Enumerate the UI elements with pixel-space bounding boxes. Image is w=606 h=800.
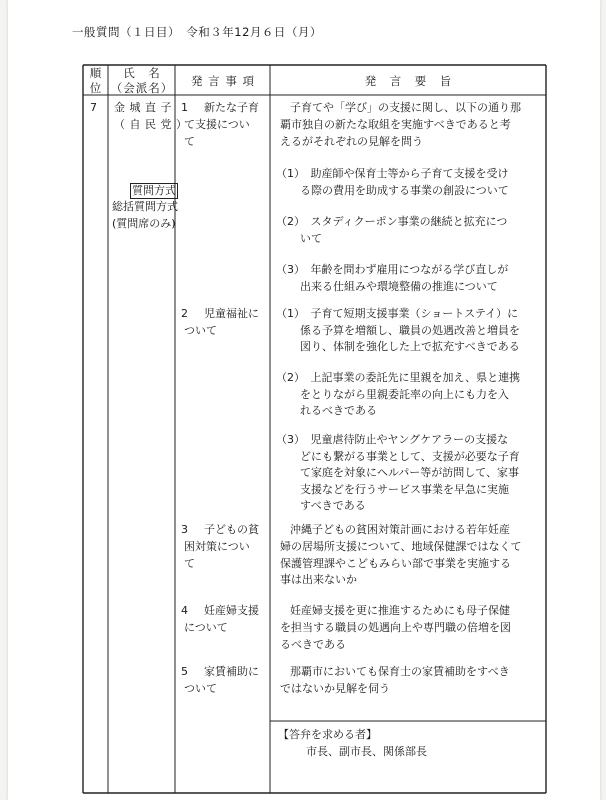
topic-3-text-rest: 婦の居場所支援について、地域保健課ではなくて 保護管理課やこどもみらい部で事業を実施する 事は出来ないか xyxy=(280,540,522,586)
col-header-items: 発 言 事 項 xyxy=(191,74,255,88)
topic-3-text-l1: 沖縄子どもの貧困対策計画における若年妊産 xyxy=(290,523,510,536)
topic-5-text-l1: 那覇市においても保育士の家賃補助をすべき xyxy=(290,665,510,678)
topic-1-sub-3: （3） 年齢を問わず雇用につながる学び直しが 出来る仕組みや環境整備の推進について xyxy=(276,263,509,293)
topic-4-text-l1: 妊産婦支援を更に推進するためにも母子保健 xyxy=(290,604,510,617)
topic-3-title: 子どもの貧 xyxy=(204,523,259,536)
topic-1-title: 新たな子育 xyxy=(204,101,259,114)
topic-1-intro-l1: 子育てや「学び」の支援に関し、以下の通り那 xyxy=(290,101,521,114)
topic-5-text-rest: ではないか見解を伺う xyxy=(280,682,390,695)
topic-1-sub-1: （1） 助産師や保育士等から子育て支援を受け る際の費用を助成する事業の創設について xyxy=(276,167,509,197)
topic-1-intro-rest: 覇市独自の新たな取組を実施すべきであると考 えるがそれぞれの見解を問う xyxy=(280,118,511,148)
member-party: （ 自 民 党 ） xyxy=(114,118,188,131)
member-name: 金 城 直 子 xyxy=(114,101,172,114)
method-value: 総括質問方式 xyxy=(112,200,178,213)
topic-1-num: 1 xyxy=(181,101,188,114)
topic-4-text-rest: を担当する職員の処遇向上や専門職の倍増を図 るべきである xyxy=(280,621,511,651)
seat-note: (質問席のみ) xyxy=(112,217,176,230)
topic-4-num: 4 xyxy=(181,604,188,617)
col-header-name: 氏 名 （会派名） xyxy=(110,66,174,95)
topic-2-sub-2: （2） 上記事業の委託先に里親を加え、県と連携 をとりながら里親委託率の向上にも力を入 れるべきである xyxy=(276,371,521,417)
col-header-order: 順 位 xyxy=(89,66,103,95)
topic-3-num: 3 xyxy=(181,523,188,536)
answerers-title: 【答弁を求める者】 xyxy=(278,728,377,741)
order-number: 7 xyxy=(90,101,97,114)
topic-4-title: 妊産婦支援 xyxy=(204,604,259,617)
topic-2-num: 2 xyxy=(181,307,188,320)
topic-5-title: 家賃補助に xyxy=(204,665,259,678)
session-header: 一般質問（１日目） 令和３年12月６日（月） xyxy=(72,25,322,39)
topic-5-num: 5 xyxy=(181,665,188,678)
topic-5-title-cont: ついて xyxy=(184,682,217,695)
col-header-gist: 発 言 要 旨 xyxy=(364,74,453,88)
topic-4-title-cont: について xyxy=(184,621,228,634)
topic-2-sub-3: （3） 児童虐待防止やヤングケアラーの支援な どにも繋がる事業として、支援が必要な子育 て家庭を対象にヘルパー等が訪問して、家事 支援などを行うサービス事業を早急に実施 すべきである xyxy=(276,433,520,512)
topic-1-sub-2: （2） スタディクーポン事業の継続と拡充につ いて xyxy=(276,215,508,245)
topic-1-title-cont: て支援につい て xyxy=(184,118,250,148)
topic-2-sub-1: （1） 子育て短期支援事業（ショートステイ）に 係る予算を増額し、職員の処遇改善と増員を 図り、体制を強化した上で拡充すべきである xyxy=(276,307,520,353)
topic-3-title-cont: 困対策につい て xyxy=(184,540,250,570)
topic-2-title-cont: ついて xyxy=(184,324,217,337)
topic-2-title: 児童福祉に xyxy=(204,307,259,320)
answerers-names: 市長、副市長、関係部長 xyxy=(306,745,427,758)
method-label: 質問方式 xyxy=(132,184,176,197)
